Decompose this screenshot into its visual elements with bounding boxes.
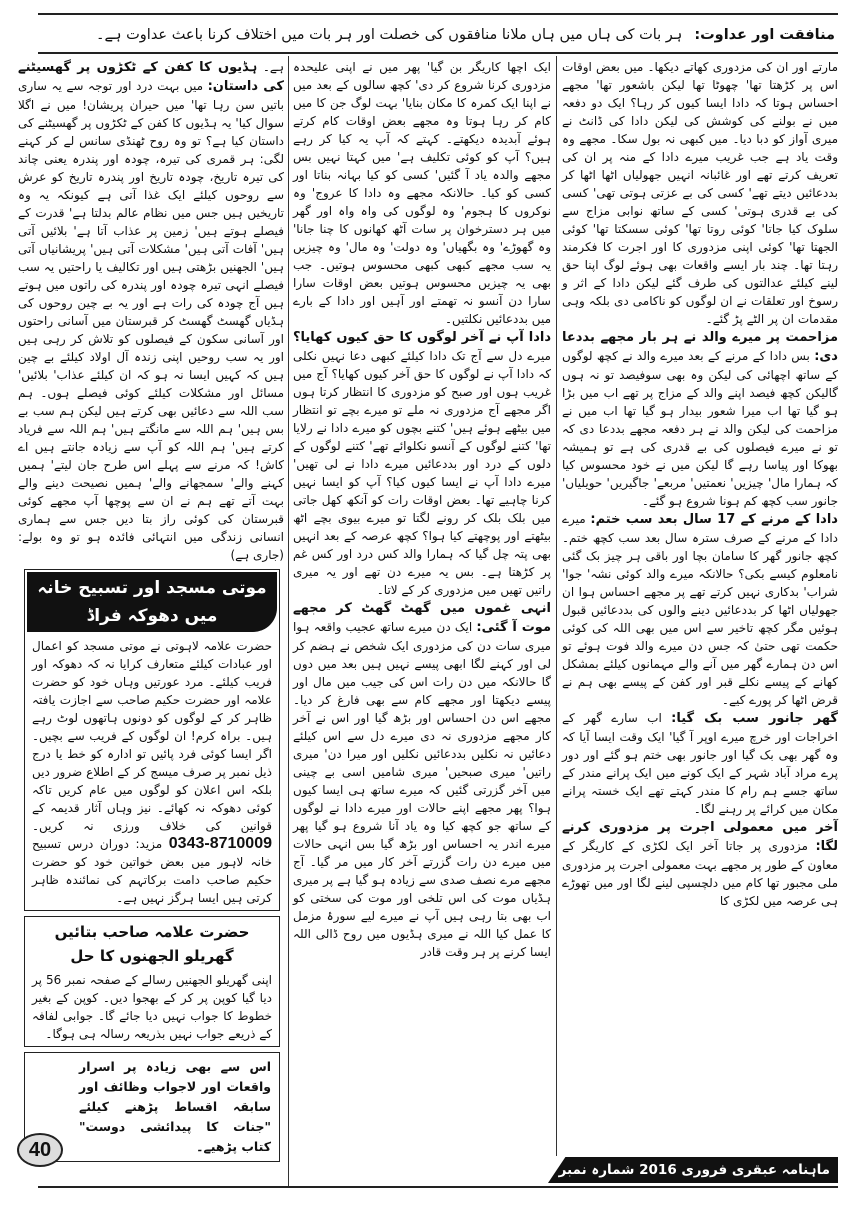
- paragraph-text: میرے دل سے آج تک دادا کیلئے کبھی دعا نہیں نکلی کہ دادا آپ نے لوگوں کا حق آخر کیوں کھایا؟ آج میں غریب ہوں اور صبح کو مزدوری کا انتظار کرتا ہوں اگر مجھے آج مزدوری نہ ملے تو میرے بچے تو انتظار میں بیٹھے ہوئے ہیں' کتنے بچوں کو میرے دادا نے رلایا تھا' کتنے لوگوں کے آنسو نکلوائے تھے' کتنے لوگوں کے دلوں کے درد اور بددعائیں میرے دادا نے لی تھیں' میرے دادا آپ نے ایسا کیوں کیا؟ آپ کو ایسا نہیں کرنا چاہیے تھا۔ بعض اوقات رات کو آنکھ کھل جاتی میں بلک بلک کر رونے لگتا تو میرے بیوی بچے اٹھ بیٹھتے اور پوچھتے کیا ہوا؟ کچھ عرصہ کے بعد انہیں بھی پتہ چل گیا کہ ہمارا والد کس درد اور کس غم پر کڑھتا ہے۔ بس یہ میرے دن تھے اور یہ میری راتیں تھیں میں مزدوری کر کے لاتا۔: [293, 349, 551, 597]
- paragraph: [562, 818, 838, 910]
- left-column-stack: [18, 58, 284, 1162]
- fraud-notice-box: [24, 569, 280, 911]
- subheading: ہڈیوں کا کفن کے ٹکڑوں پر گھسیٹنے کی داستان:: [18, 60, 284, 94]
- subheading: دادا کے مرنے کے 17 سال بعد سب ختم:: [590, 512, 838, 527]
- book-notice-text: اس سے بھی زیادہ پر اسرار واقعات اور لاجواب وظائف اور سابقہ اقساط پڑھنے کیلئے "جنات کا پیدائشی دوست" کتاب پڑھیے۔: [79, 1059, 271, 1154]
- header-topic: منافقت اور عداوت:: [694, 27, 835, 43]
- header-text: ہر بات کی ہاں میں ہاں ملانا منافقوں کی خصلت اور ہر بات میں اختلاف کرنا باعث عداوت ہے۔: [96, 27, 683, 43]
- paragraph: [562, 58, 838, 328]
- page-header-quote: [40, 20, 835, 50]
- column-divider: [288, 56, 289, 1186]
- bottom-rule: [38, 1186, 838, 1188]
- article-column-middle: [293, 58, 551, 961]
- paragraph-prefix: ہے۔: [262, 60, 284, 74]
- fraud-notice-title: موتی مسجد اور تسبیح خانہ میں دھوکہ فراڈ: [27, 572, 277, 632]
- paragraph-text: مزدوری پر جاتا آخر ایک لکڑی کے کاریگر کے معاون کے طور پر مجھے بہت معمولی اجرت پر مزدوری ملی مجبور تھا کام میں دلچسپی لینے لگا اور میں تھوڑے ہی عرصہ میں لکڑی کا: [562, 839, 838, 908]
- paragraph-text: میں بہت درد اور توجہ سے یہ ساری باتیں سن رہا تھا' میں حیران پریشان! میں نے اگلا سوال کیا' یہ ہڈیوں کا کفن کے ٹکڑوں پر گھسیٹنے کی داستان کیا ہے؟ تو وہ روح ٹھنڈی سانس لے کر کہنے لگی: ہر قمری کی تیرہ، چودہ اور پندرہ یعنی چاند کی تیرہ تاریخ، چودہ تاریخ اور پندرہ تاریخ کو عرش سے روحوں کیلئے ایک غذا آتی ہے کیونکہ یہ وہ تاریخیں ہیں جس میں نظام عالم بدلتا ہے' قدرت کے فیصلے ہوتے ہیں' زمین پر عذاب آتا ہے' بلائیں آتی ہیں' آفات آتی ہیں' مشکلات آتی ہیں' پریشانیاں آتی ہیں' الجھنیں بڑھتی ہیں اور تکالیف یا راحتیں یہ سب فیصلے انہی تیرہ چودہ اور پندرہ کی راتوں میں ہوتے ہیں آج چودہ کی رات ہے اور یہ بے چین روحوں کی ہڈیاں گھسٹ گھسٹ کر قبرستان میں آسانی راحتوں اور آسانی سکون کے فیصلوں کو تلاش کر رہی ہیں اور یہ سب روحیں اپنی زندہ آل اولاد کیلئے بے چین ہیں کہ کہیں ایسا نہ ہو کہ ان کیلئے عذاب' بلائیں' مسائل اور مشکلات کیلئے کوئی فیصلے ہوں۔ ہم سب اللہ سے دعائیں بھی کرتے ہیں لیکن ہم سب بے بس ہیں' ہم اللہ سے مانگتے ہیں' ہم اللہ سے فریاد کرتے ہیں' ہم اللہ کو آپ سے زیادہ جانتے ہیں اے کاش! کہ مرنے سے پہلے اس طرح جان لیتے' ہمیں کہنے والے' سمجھانے والے' ہمیں نصیحت دینے والے بہت آتے تھے ہم نے ان سے پوچھا آپ مجھے کوئی قبرستان کی کوئی راز بتا دیں جس سے ہماری انسانی زندگی میں انتہائی فائدہ ہو تو وہ بولے: (جاری ہے): [18, 79, 284, 562]
- subheading: دادا آپ نے آخر لوگوں کا حق کیوں کھایا؟: [293, 330, 551, 345]
- fraud-notice-note: مزید: دوران درس تسبیح خانہ لاہور میں بعض خواتین خود کو حضرت حکیم صاحب دامت برکاتہم کی نمائندہ ظاہر کرتی ہیں ایسا ہرگز نہیں ہے۔: [32, 837, 272, 905]
- paragraph-text: اب سارے گھر کے اخراجات اور خرچ میرے اوپر آ گیا' ایک وقت ایسا آیا کہ وہ گھر بھی بک گیا اور جانور بھی ختم ہو گئے اور دور پرے مراد آباد شہر کے ایک کونے میں ایک پرانے مندر کے ساتھ جسے ہم رام کا مندر کہتے تھے ایک خستہ پرانے مکان میں کرائے پر رہنے لگا۔: [562, 711, 838, 816]
- paragraph-text: بس دادا کے مرنے کے بعد میرے والد نے کچھ لوگوں کے ساتھ اچھائی کی لیکن وہ بھی سوفیصد تو نہ ہوں گالیکن کچھ فیصد اپنے والد کے مزاج پر تھے اب میں بڑا ہو گیا تھا اب میرا شعور بیدار ہو گیا تھا اب میں نے مزاحمت کی لیکن والد نے ہر دفعہ مجھے بددعا دی کہ تو نے میرے فیصلوں کی بے قدری کی ہے تو ہمیشہ بھوکا اور پیاسا رہے گا لیکن میں نے خود محسوس کیا کہ ہمارا مال' چیزیں' نعمتیں' مربعے' جاگیریں' حویلیاں' جانور سب کچھ کم ہونا شروع ہو گئے۔: [562, 349, 838, 508]
- book-notice-box: [24, 1052, 280, 1162]
- subheading: مزاحمت پر میرے والد نے ہر بار مجھے بددعا دی:: [562, 330, 838, 364]
- column-divider: [556, 56, 557, 1156]
- household-problems-notice-box: [24, 916, 280, 1047]
- paragraph: [293, 328, 551, 599]
- subheading: انہی غموں میں گھٹ گھٹ کر مجھے موت آ گئی:: [293, 601, 551, 635]
- household-problems-body: اپنی گھریلو الجھنیں رسالے کے صفحہ نمبر 56 پر دیا گیا کوپن پر کر کے بھجوا دیں۔ کوپن کے بغیر خطوط کا جواب نہیں دیا جائے گا۔ جوابی لفافہ کے ذریعے جواب نہیں بذریعہ رسالہ ہی ہوگا۔: [32, 973, 272, 1041]
- article-column-left: [18, 58, 284, 564]
- fraud-notice-text: حضرت علامہ لاہوتی نے موتی مسجد کو اعمال اور عبادات کیلئے متعارف کرایا نہ کہ دھوکہ اور فریب کیلئے۔ مرد عورتیں وہاں خود کو حضرت علامہ اور حضرت حکیم صاحب سے اجازت یافتہ ظاہر کر کے لوگوں کو دونوں ہاتھوں لوٹ رہے ہیں۔ براہ کرم! ان لوگوں کے فریب سے بچیں۔ اگر ایسا کوئی فرد پائیں تو ادارہ کو خط یا درج ذیل نمبر پر صرف میسج کر کے اطلاع ضرور دیں بلکہ اس اعلان کو لوگوں میں عام کریں تاکہ کوئی دھوکہ نہ کھائے۔ نیز وہاں آثار قدیمہ کے قوانین کی خلاف ورزی نہ کریں۔: [32, 639, 272, 833]
- fraud-notice-body: [25, 634, 279, 910]
- paragraph-text: ایک اچھا کاریگر بن گیا' پھر میں نے اپنی علیحدہ مزدوری کرنا شروع کر دی' کچھ سالوں کے بعد میں نے اپنا ایک کمرہ کا مکان بنایا' بہت لوگ جن کا میں کام کر رہا ہوتا وہ مجھے بعض اوقات کام کرتے ہوئے آبدیدہ دیکھتے۔ کہتے کہ آپ یہ کیا کر رہے ہیں؟ آپ کو کوئی تکلیف ہے' میں کہتا نہیں بس مجھے والدہ یاد آ گئیں' کسی کو کیا بہانہ بناتا اور کسی کو کیا۔ حالانکہ مجھے وہ دادا کا عروج' وہ نوکروں کا ہجوم' وہ لوگوں کی واہ واہ اور گھر میں ہر دسترخوان پر سات آٹھ کھانوں کا چنا جانا' وہ گھوڑے' وہ بگھیاں' وہ دولت' وہ مال' وہ چیزیں یہ سب مجھے کبھی کبھی محسوس ہوتیں۔ جب بھی یہ چیزیں محسوس ہوتیں بعض اوقات سارا سارا دن آنسو نہ تھمتے اور آہیں اور دادا کے بارے میں بددعائیں نکلتیں۔: [293, 60, 551, 326]
- paragraph: [562, 328, 838, 510]
- paragraph: [293, 599, 551, 961]
- subheading: گھر جانور سب بک گیا:: [671, 711, 838, 726]
- page-number: 40: [17, 1133, 63, 1167]
- issue-info: ماہنامہ عبقری فروری 2016 شمارہ نمبر 116: [525, 1162, 830, 1178]
- paragraph: [18, 58, 284, 564]
- top-rule: [38, 13, 838, 15]
- article-column-right: [562, 58, 838, 910]
- paragraph: [562, 510, 838, 709]
- paragraph-text: ایک دن میرے ساتھ عجیب واقعہ ہوا میری سات دن کی مزدوری ایک شخص نے ہضم کر لی اور کہنے لگا ابھی پیسے نہیں ہیں بعد میں دوں گا حالانکہ میں دن رات اس کی جیب میں مال اور پیسے دیکھتا اور مجھے کام سے بھی فارغ کر دیا۔ مجھے اس دن احساس اور بڑھ گیا اور اس نے آخر کار مجھے مزدوری نہ دی میرے دل سے اس کیلئے دعائیں نہ نکلیں بددعائیں نکلیں اور میرا دن' میری راتیں' میری صبحیں' میری شامیں اسی بے چینی میں آخر گزرتی گئیں کہ میرے ساتھ ہی ایسا کیوں ہوا؟ پھر مجھے اپنے حالات اور میرے دادا نے لوگوں کے ساتھ جو کچھ کیا وہ یاد آنا شروع ہو گیا پھر میرے اندر یہ احساس اور بڑھ گیا بس انہی حالات میں میرے دن رات گزرتے آخر کار میں مر گیا۔ آج مجھے مرے نصف صدی سے زیادہ ہو گیا ہے پر میری ہڈیاں موت کی اس تلخی اور موت کی سختی کو اب بھی بتا رہی ہیں آپ نے میرے لیے سورۂ مزمل کا عمل کیا اللہ نے میری ہڈیوں میں روح ڈالی اللہ ایسا کرنے پر ہر وقت قادر: [293, 620, 551, 959]
- header-bottom-rule: [38, 52, 838, 54]
- phone-number: 0343-8710009: [168, 835, 272, 852]
- household-problems-title: حضرت علامہ صاحب بتائیں گھریلو الجھنوں کا حل: [54, 923, 250, 965]
- subheading: آخر میں معمولی اجرت پر مزدوری کرنے لگا:: [562, 820, 838, 854]
- paragraph-text: مارتے اور ان کی مزدوری کھاتے دیکھا۔ میں بعض اوقات اس پر کڑھتا تھا' چھوٹا تھا لیکن باشعور تھا' مجھے احساس ہوتا کہ دادا ایسا کیوں کر رہا؟ ایک دو دفعہ میں نے بولنے کی کوشش کی لیکن دادا کی ڈانٹ نے میری آواز کو دبا دیا۔ میں کبھی نہ بول سکا۔ مجھے وہ وقت یاد ہے جب غریب میرے دادا کے منہ پر ان کی تعریف کرتے تھے اور غائبانہ انہیں جھولیاں اٹھا اٹھا کر بددعائیں دیتے تھے' کسی کی بے عزتی ہوتی تھی' کسی کی بے قدری ہوتی' کسی کے ساتھ نوابی مزاج سے سلوک کیا جاتا' کوئی روتا تھا' کوئی سسکتا تھا' کوئی الجھتا تھا' کوئی اپنی مزدوری کا اور اجرت کا فکرمند رہتا تھا۔ چند بار ایسے واقعات بھی ہوئے لوگ اپنا حق لینے کیلئے عدالتوں کی طرف گئے لیکن دادا کے اثر و رسوخ اور تعلقات نے ان لوگوں کو ناکامی دی بلکہ وہی مقدمات ان پر الٹے پڑ گئے۔: [562, 60, 838, 326]
- paragraph-text: میرے دادا کے مرنے کے صرف سترہ سال بعد سب کچھ ختم۔ کچھ جانور گھر کا سامان بچا اور باقی ہر چیز بک گئی نامعلوم کیسے بکی؟ حالانکہ میرے والد کوئی نشہ' جوا' شراب' بدکاری نہیں کرتے تھے پر مجھے احساس ہوا ان جھولیاں اٹھا کر بددعائیں دینے والوں کی بددعائیں قبول ہوئیں مگر کچھ تاخیر سے اس میں بھی اللہ کی کوئی حکمت تھی حتیٰ کہ جس دن میرے والد فوت ہوئے تو اس دن ہمارے گھر میں آنے والے مہمانوں کیلئے بمشکل کھانے کے پیسے نکلے قبر اور کفن کے پیسے بھی ہم نے قرض اٹھا کر پورے کیے۔: [562, 512, 838, 707]
- paragraph: [562, 709, 838, 818]
- paragraph: [293, 58, 551, 328]
